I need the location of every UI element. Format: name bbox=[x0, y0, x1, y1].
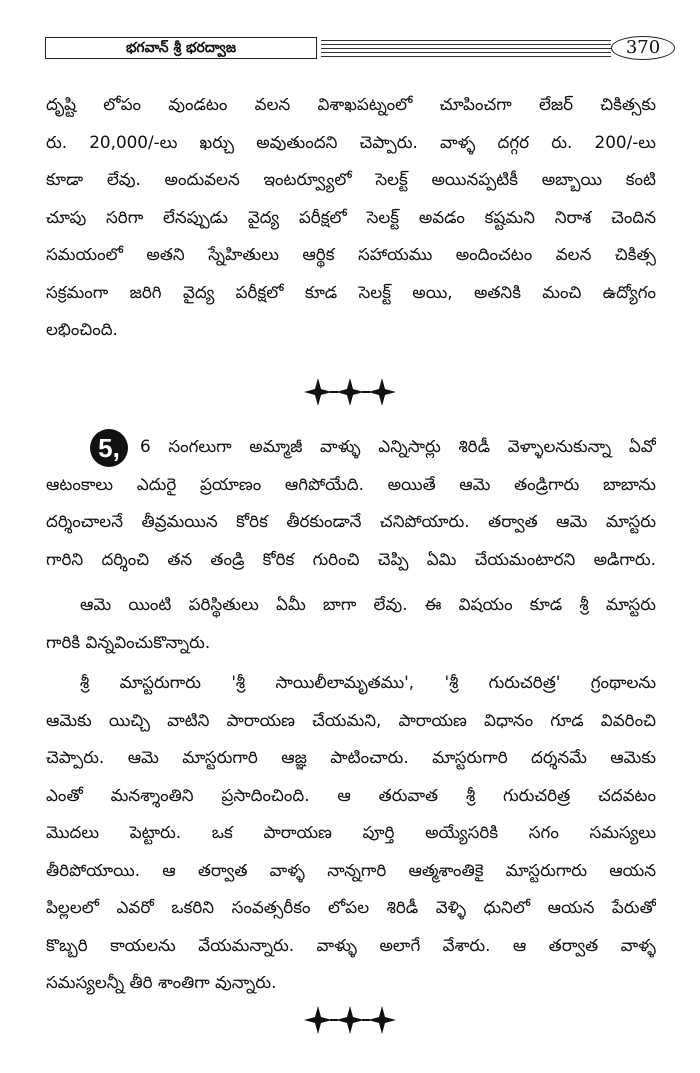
text-line: ఆమెకు యిచ్చి వాటిని పారాయణ చేయమని, పారాయణ విధానం గూడ వివరించి bbox=[46, 709, 656, 730]
text-line: సమయంలో అతని స్నేహితులు ఆర్థిక సహాయము అందించటం వలన చికిత్స bbox=[46, 244, 656, 264]
text-line: గారిని దర్శించి తన తండ్రి కోరిక గురించి చెప్పి ఏమి చేయమంటారని అడిగారు. bbox=[46, 548, 656, 569]
four-point-star-ornament-icon bbox=[302, 1004, 398, 1036]
running-header bbox=[45, 37, 661, 61]
four-point-star-ornament-icon bbox=[302, 376, 398, 408]
book-title: భగవాన్ శ్రీ భరద్వాజ bbox=[45, 37, 317, 59]
text-line: దృష్టి లోపం వుండటం వలన విశాఖపట్నంలో చూపించగా లేజర్ చికిత్సకు bbox=[46, 94, 656, 114]
text-line: గారికి విన్నవించుకొన్నారు. bbox=[46, 631, 211, 652]
text-line: సమస్యలన్నీ తీరి శాంతిగా వున్నారు. bbox=[46, 972, 277, 992]
paragraph-continuation bbox=[46, 86, 656, 349]
paragraph-three bbox=[46, 664, 656, 1002]
text-line: కూడా లేవు. అందువలన ఇంటర్వ్యూలో సెలక్ట్ అయినప్పటికీ అబ్బాయి కంటి bbox=[46, 169, 656, 189]
text-line: ఆమె యింటి పరిస్థితులు ఏమీ బాగా లేవు. ఈ విషయం కూడ శ్రీ మాస్టరు bbox=[80, 594, 656, 614]
page-number: 370 bbox=[611, 36, 675, 60]
text-line: 6 సంగలుగా అమ్మాజీ వాళ్ళు ఎన్నిసార్లు శిరిడీ వెళ్ళాలనుకున్నా ఏవో bbox=[140, 436, 656, 456]
paragraph-one bbox=[46, 466, 656, 579]
text-line: రు. 20,000/-లు ఖర్చు అవుతుందని చెప్పారు. వాళ్ళ దగ్గర రు. 200/-లు bbox=[46, 131, 656, 152]
text-line: చెప్పారు. ఆమె మాస్టరుగారి ఆజ్ఞ పాటించారు. మాస్టరుగారి దర్శనమే ఆమెకు bbox=[46, 747, 656, 767]
text-line: సక్రమంగా జరిగి వైద్య పరీక్షలో కూడ సెలక్ట్ అయి, అతనికి మంచి ఉద్యోగం bbox=[46, 281, 656, 302]
text-line: పిల్లలలో ఎవరో ఒకరిని సంవత్సరీకం లోపల శిరిడీ వెళ్ళి ధునిలో ఆయన పేరుతో bbox=[46, 897, 656, 917]
header-rules bbox=[321, 40, 611, 58]
section-number: 5, bbox=[98, 433, 120, 463]
text-line: దర్శించాలనే తీవ్రమయిన కోరిక తీరకుండానే చనిపోయారు. తర్వాత ఆమె మాస్టరు bbox=[46, 511, 656, 531]
text-line: శ్రీ మాస్టరుగారు 'శ్రీ సాయిలీలామృతము', 'శ్రీ గురుచరిత్ర' గ్రంథాలను bbox=[80, 672, 656, 692]
section-divider-bottom bbox=[0, 1004, 700, 1040]
text-line: లభించింది. bbox=[46, 319, 118, 339]
number-badge-icon bbox=[89, 428, 129, 468]
text-line: ఎంతో మనశ్శాంతిని ప్రసాదించింది. ఆ తరువాత శ్రీ గురుచరిత్ర చదవటం bbox=[46, 784, 656, 805]
text-line: తీరిపోయాయి. ఆ తర్వాత వాళ్ళ నాన్నగారి ఆత్మశాంతికై మాస్టరుగారు ఆయన bbox=[46, 859, 656, 880]
section-divider bbox=[0, 376, 700, 412]
text-line: ఆటంకాలు ఎదురై ప్రయాణం ఆగిపోయేది. అయితే ఆమె తండ్రిగారు బాబాను bbox=[46, 473, 656, 494]
paragraph-two bbox=[46, 586, 656, 661]
text-line: మొదలు పెట్టారు. ఒక పారాయణ పూర్తి అయ్యేసరికి సగం సమస్యలు bbox=[46, 822, 656, 842]
text-line: చూపు సరిగా లేనప్పుడు వైద్య పరీక్షలో సెలక్ట్ అవడం కష్టమని నిరాశ చెందిన bbox=[46, 206, 656, 227]
text-line: కొబ్బరి కాయలను వేయమన్నారు. వాళ్ళు అలాగే వేశారు. ఆ తర్వాత వాళ్ళ bbox=[46, 934, 656, 955]
paragraph-first-line bbox=[140, 428, 656, 466]
